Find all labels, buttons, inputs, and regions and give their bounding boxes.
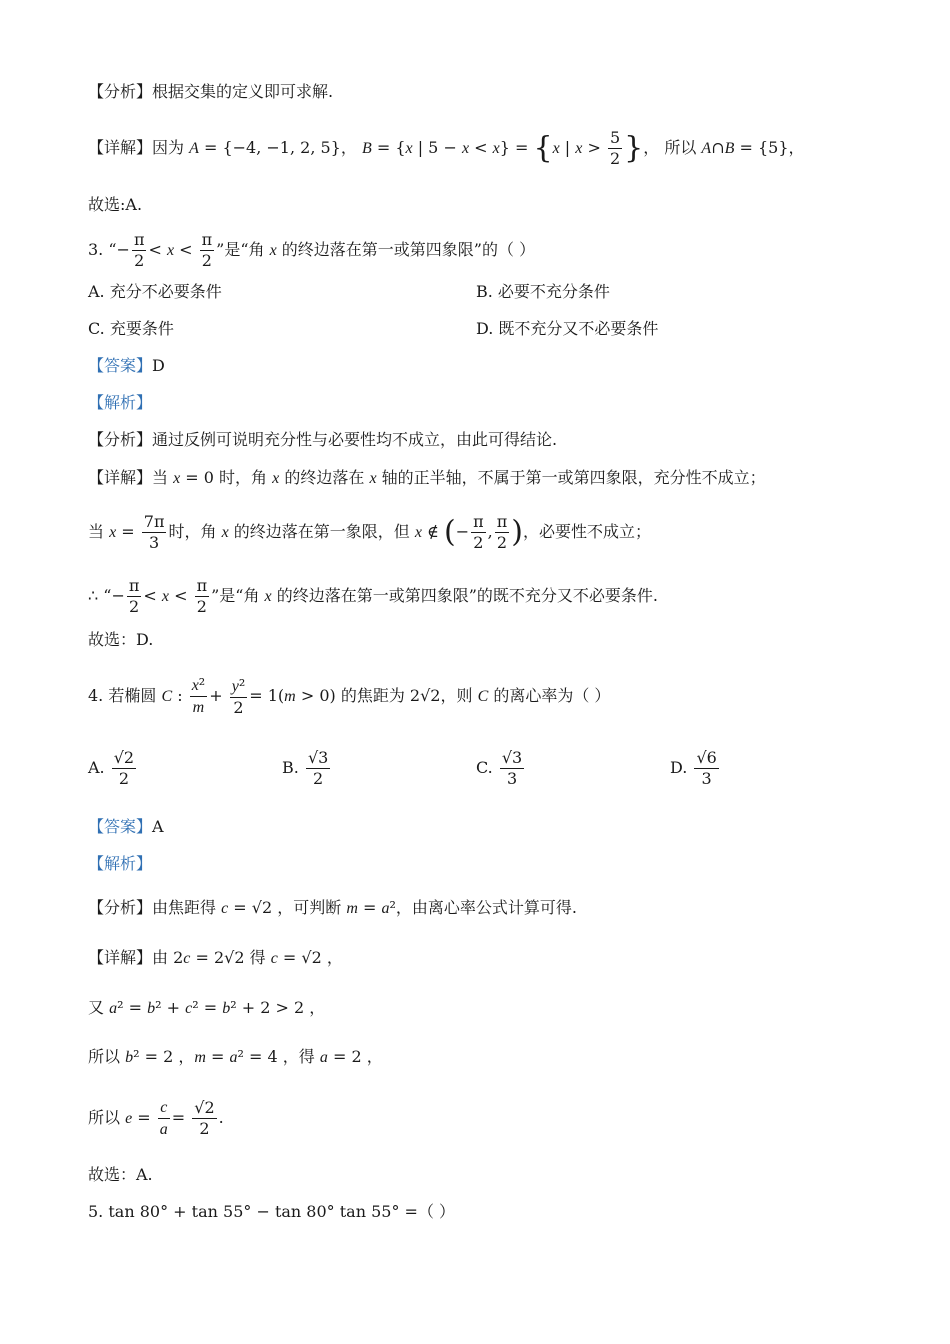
q3-question: 3. “− $\frac{\pi}{2}$ < x < $\frac{\pi}{2}$ ”是“角 x 的终边落在第一或第四象限”的（ ） — [88, 230, 536, 270]
q4-detail-1: 【详解】由 2c = 2√2 得 c = √2 ， — [88, 948, 343, 967]
q4-option-b: B. $\frac{√3}{2}$ — [282, 748, 329, 788]
q3-option-a: A. 充分不必要条件 — [88, 282, 222, 301]
q3-detail-3: ∴ “− $\frac{\pi}{2}$ < x < $\frac{\pi}{2}$ ”是“角 x 的终边落在第一或第四象限”的既不充分又不必要条件. — [88, 576, 658, 616]
q4-option-a: A. $\frac{√2}{2}$ — [88, 748, 135, 788]
q3-detail-2: 当 x = $\frac{7\pi}{3}$ 时，角 x 的终边落在第一象限，但 x ∉ (− $\frac{\pi}{2}$ , $\frac{\pi}{2}$ )，必要性不成立； — [88, 512, 651, 552]
q5-question: 5. tan 80° + tan 55° − tan 80° tan 55° =（ ） — [88, 1202, 456, 1221]
q4-question: 4. 若椭圆 C : $\frac{\text{x²}}{m}$ + $\frac{\text{y²}}{2}$ = 1(m > 0) 的焦距为 2√2，则 C 的离心率为（ ） — [88, 675, 611, 717]
q3-detail-1: 【详解】当 x = 0 时，角 x 的终边落在 x 轴的正半轴，不属于第一或第四象限，充分性不成立； — [88, 468, 766, 487]
q2-analysis: 【分析】根据交集的定义即可求解. — [88, 82, 334, 101]
q3-option-d: D. 既不充分又不必要条件 — [476, 319, 659, 338]
q4-choose: 故选：A. — [88, 1165, 153, 1184]
q4-detail-4: 所以 e = $\frac{c}{a}$ = $\frac{√2}{2}$ . — [88, 1098, 224, 1138]
q3-option-c: C. 充要条件 — [88, 319, 174, 338]
q3-jiexi: 【解析】 — [88, 393, 153, 412]
q4-option-c: C. $\frac{√3}{3}$ — [476, 748, 523, 788]
q3-answer: 【答案】D — [88, 356, 165, 375]
q4-analysis: 【分析】由焦距得 c = √2 ，可判断 m = a²，由离心率公式计算可得. — [88, 898, 577, 917]
q4-option-d: D. $\frac{√6}{3}$ — [670, 748, 717, 788]
q2-choose: 故选:A. — [88, 195, 143, 214]
q4-jiexi: 【解析】 — [88, 854, 153, 873]
q4-answer: 【答案】A — [88, 817, 164, 836]
q3-option-b: B. 必要不充分条件 — [476, 282, 610, 301]
q3-choose: 故选：D. — [88, 630, 154, 649]
q4-detail-3: 所以 b² = 2 ，m = a² = 4 ，得 a = 2 ， — [88, 1047, 383, 1066]
q2-detail: 【详解】因为 A = {−4, −1, 2, 5}， B = {x | 5 − x < x} = {x | x > $\frac{5}{2}$ }， 所以 A∩B = {5}， — [88, 128, 805, 168]
q4-detail-2: 又 a² = b² + c² = b² + 2 > 2 ， — [88, 998, 326, 1017]
q3-analysis: 【分析】通过反例可说明充分性与必要性均不成立，由此可得结论. — [88, 430, 558, 449]
